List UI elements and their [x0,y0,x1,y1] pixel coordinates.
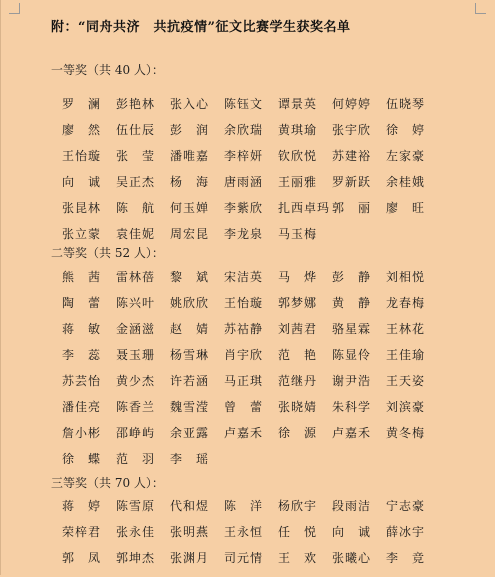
third-prize-name-list [62,499,440,577]
winner-name: 王佳瑜 [386,348,426,362]
winner-name: 王 欢 [278,551,318,565]
winner-name: 刘茜君 [278,322,318,336]
winner-name: 余亚露 [170,426,210,440]
winner-name: 王怡璇 [224,296,264,310]
winner-name: 郭坤杰 [116,551,156,565]
winner-name: 吴正杰 [116,175,156,189]
winner-name: 宁志豪 [386,499,426,513]
winner-name: 廖 旺 [386,201,426,215]
winner-name: 陶 蕾 [62,296,102,310]
winner-name: 杨欣宇 [278,499,318,513]
winner-name: 徐 婷 [386,123,426,137]
winner-name: 刘相悦 [386,270,426,284]
winner-name: 马 烨 [278,270,318,284]
winner-name: 张昆林 [62,201,102,215]
winner-name: 郭 丽 [332,201,372,215]
winner-name: 何玉婵 [170,201,210,215]
winner-name: 陈香兰 [116,400,156,414]
winner-name: 张宇欣 [332,123,372,137]
winner-name: 张 莹 [116,149,156,163]
winner-name: 郭 凤 [62,551,102,565]
winner-name: 苏建裕 [332,149,372,163]
winner-name: 陈 航 [116,201,156,215]
winner-name: 李梓妍 [224,149,264,163]
winner-name: 王天姿 [386,374,426,388]
winner-name: 向 诚 [332,525,372,539]
winner-name: 彭艳林 [116,97,156,111]
winner-name: 许若涵 [170,374,210,388]
winner-name: 李 蕊 [62,348,102,362]
page-corner-mark-right [475,3,486,14]
winner-name: 熊 茜 [62,270,102,284]
winner-name: 张永佳 [116,525,156,539]
winner-name: 徐 源 [278,426,318,440]
winner-name: 聂玉珊 [116,348,156,362]
winner-name: 刘滨豪 [386,400,426,414]
winner-name: 李龙泉 [224,227,264,241]
first-prize-heading: 一等奖（共 40 人）： [51,63,164,77]
document-title: 附：“同舟共济 共抗疫情”征文比赛学生获奖名单 [51,20,351,35]
winner-name: 余欣瑞 [224,123,264,137]
winner-name: 左家豪 [386,149,426,163]
winner-name: 彭 润 [170,123,210,137]
winner-name: 黄 静 [332,296,372,310]
winner-name: 卢嘉禾 [224,426,264,440]
winner-name: 谭景英 [278,97,318,111]
winner-name: 金涵滋 [116,322,156,336]
winner-name: 伍晓琴 [386,97,426,111]
winner-name: 杨雪琳 [170,348,210,362]
winner-name: 向 诚 [62,175,102,189]
winner-name: 李紫欣 [224,201,264,215]
first-prize-name-list [62,97,440,253]
winner-name: 陈钰文 [224,97,264,111]
winner-name: 彭 静 [332,270,372,284]
winner-name: 肖宇欣 [224,348,264,362]
winner-name: 卢嘉禾 [332,426,372,440]
winner-name: 李 瑶 [170,452,210,466]
winner-name: 陈兴叶 [116,296,156,310]
winner-name: 潘唯嘉 [170,149,210,163]
winner-name: 陈显伶 [332,348,372,362]
winner-name: 范继丹 [278,374,318,388]
winner-name: 雷林蓓 [116,270,156,284]
winner-name: 段雨洁 [332,499,372,513]
winner-name: 何婷婷 [332,97,372,111]
winner-name: 张渊月 [170,551,210,565]
winner-name: 代和煜 [170,499,210,513]
winner-name: 赵 婧 [170,322,210,336]
winner-name: 詹小彬 [62,426,102,440]
winner-name: 黎 斌 [170,270,210,284]
winner-name: 骆星霖 [332,322,372,336]
winner-name: 荣梓君 [62,525,102,539]
winner-name: 苏芸怡 [62,374,102,388]
winner-name: 张曦心 [332,551,372,565]
second-prize-name-list [62,270,440,478]
winner-name: 范 羽 [116,452,156,466]
winner-name: 王永恒 [224,525,264,539]
winner-name: 马玉梅 [278,227,318,241]
winner-name: 罗 澜 [62,97,102,111]
winner-name: 范 艳 [278,348,318,362]
winner-name: 扎西卓玛 [278,201,331,215]
winner-name: 曾 蕾 [224,400,264,414]
winner-name: 罗新跃 [332,175,372,189]
winner-name: 张立蒙 [62,227,102,241]
winner-name: 司元情 [224,551,264,565]
winner-name: 王怡璇 [62,149,102,163]
winner-name: 黄琪瑜 [278,123,318,137]
page-corner-mark-left [9,3,20,14]
winner-name: 唐雨涵 [224,175,264,189]
winner-name: 陈雪原 [116,499,156,513]
winner-name: 朱科学 [332,400,372,414]
winner-name: 马正琪 [224,374,264,388]
winner-name: 张晓婧 [278,400,318,414]
winner-name: 潘佳亮 [62,400,102,414]
winner-name: 伍仕辰 [116,123,156,137]
winner-name: 蒋 敏 [62,322,102,336]
winner-name: 蒋 婷 [62,499,102,513]
winner-name: 薛冰宇 [386,525,426,539]
winner-name: 姚欣欣 [170,296,210,310]
third-prize-heading: 三等奖（共 70 人）： [51,476,164,490]
winner-name: 黄冬梅 [386,426,426,440]
winner-name: 王林花 [386,322,426,336]
winner-name: 张入心 [170,97,210,111]
winner-name: 邵峥屿 [116,426,156,440]
winner-name: 宋洁英 [224,270,264,284]
winner-name: 李 竞 [386,551,426,565]
winner-name: 苏祜静 [224,322,264,336]
winner-name: 郭梦娜 [278,296,318,310]
winner-name: 张明燕 [170,525,210,539]
winner-name: 杨 海 [170,175,210,189]
winner-name: 钦欣悦 [278,149,318,163]
winner-name: 王丽雅 [278,175,318,189]
winner-name: 徐 蝶 [62,452,102,466]
winner-name: 魏雪滢 [170,400,210,414]
winner-name: 谢尹浩 [332,374,372,388]
winner-name: 余桂娥 [386,175,426,189]
winner-name: 廖 然 [62,123,102,137]
winner-name: 陈 洋 [224,499,264,513]
winner-name: 袁佳妮 [116,227,156,241]
second-prize-heading: 二等奖（共 52 人）： [51,246,164,260]
winner-name: 龙春梅 [386,296,426,310]
winner-name: 周宏昆 [170,227,210,241]
winner-name: 任 悦 [278,525,318,539]
winner-name: 黄少杰 [116,374,156,388]
